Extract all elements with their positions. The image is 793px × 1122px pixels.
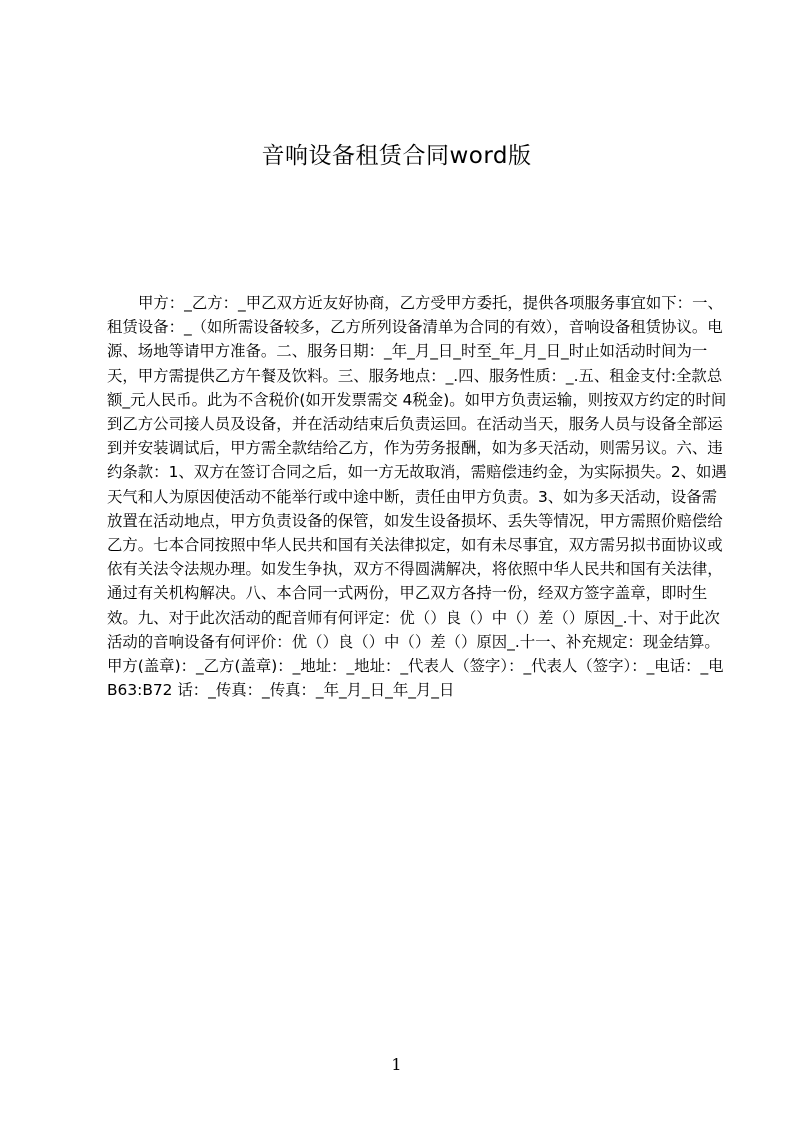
- page-number: 1: [391, 1055, 402, 1074]
- contract-body-text: 甲方：_乙方：_甲乙双方近友好协商，乙方受甲方委托，提供各项服务事宜如下：一、租赁设备：_（如所需设备较多，乙方所列设备清单为合同的有效），音响设备租赁协议。电源、场地等请甲方准备。二、服务日期：_年_月_日_时至_年_月_日_时止如活动时间为一天，甲方需提供乙方午餐及饮料。三、服务地点：_.四、服务性质：_.五、租金支付:全款总额_元人民币。此为不含税价(如开发票需交 4税金)。如甲方负责运输，则按双方约定的时间到乙方公司接人员及设备，并在活动结束后负责运回。在活动当天，服务人员与设备全部运到并安装调试后，甲方需全款结给乙方，作为劳务报酬，如为多天活动，则需另议。六、违约条款：1、双方在签订合同之后，如一方无故取消，需赔偿违约金，为实际损失。2、如遇天气和人为原因使活动不能举行或中途中断，责任由甲方负责。3、如为多天活动，设备需放置在活动地点，甲方负责设备的保管，如发生设备损坏、丢失等情况，甲方需照价赔偿给乙方。七本合同按照中华人民共和国有关法律拟定，如有未尽事宜，双方需另拟书面协议或依有关法令法规办理。如发生争执，双方不得圆满解决，将依照中华人民共和国有关法律，通过有关机构解决。八、本合同一式两份，甲乙双方各持一份，经双方签字盖章，即时生效。九、对于此次活动的配音师有何评定：优（）良（）中（）差（）原因_.十、对于此次活动的音响设备有何评价：优（）良（）中（）差（）原因_.十一、补充规定：现金结算。甲方(盖章)：_乙方(盖章)：_地址：_地址：_代表人（签字）：_代表人（签字）：_电话：_电 B63:B72 话：_传真：_传真：_年_月_日_年_月_日: [107, 294, 727, 700]
- document-title: 音响设备租赁合同word版: [261, 143, 532, 169]
